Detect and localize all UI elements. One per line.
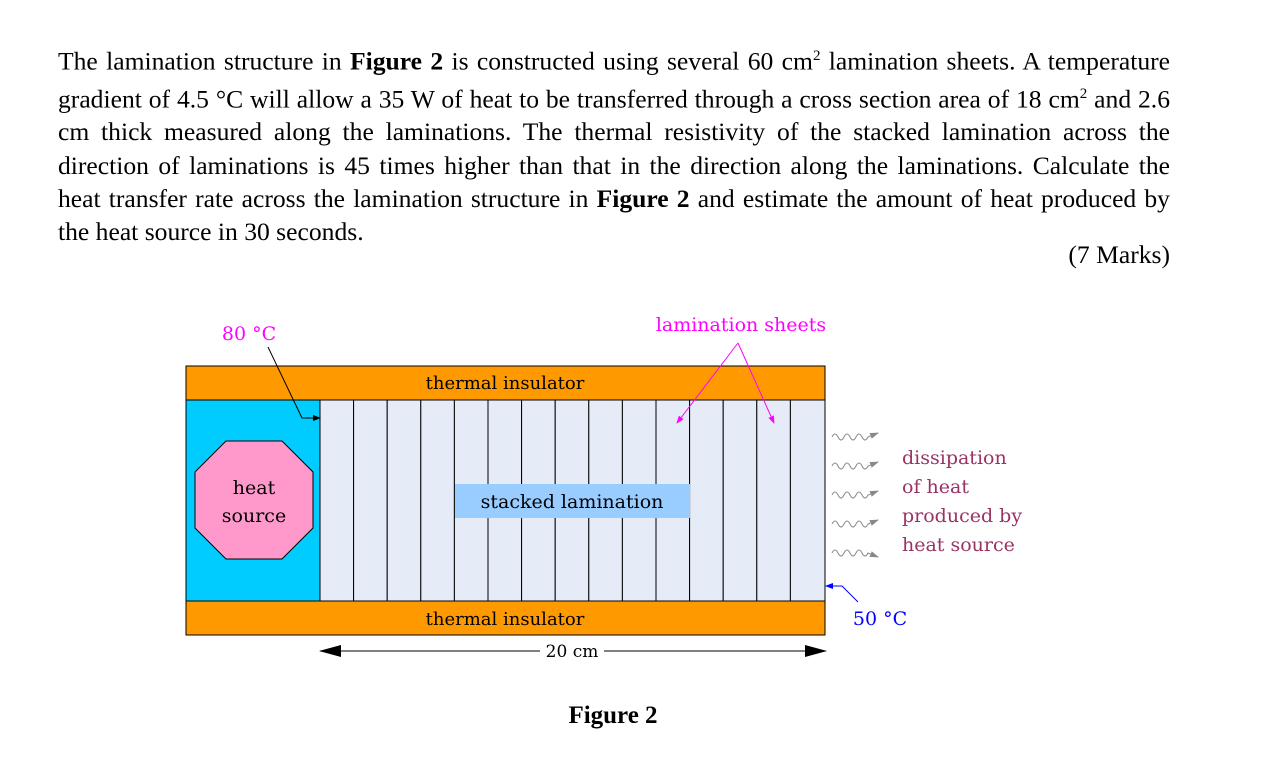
superscript-2b: 2 [1079, 85, 1088, 102]
dissipation-wave-arrow [832, 550, 878, 557]
heat-source-octagon [195, 441, 313, 559]
lamination-sheets-label: lamination sheets [655, 314, 827, 336]
figure-reference-1: Figure 2 [350, 46, 444, 76]
stacked-lamination-label: stacked lamination [480, 491, 664, 513]
cold-temperature-pointer [826, 586, 858, 602]
question-part-1: The lamination structure in [58, 46, 350, 76]
lamination-sheet [790, 400, 825, 601]
heat-source-label-line1: heat [232, 477, 276, 499]
figure-reference-2: Figure 2 [596, 183, 690, 213]
dissipation-wave-arrow [832, 462, 878, 469]
cold-temperature-label: 50 °C [852, 608, 908, 630]
width-dimension-label: 20 cm [545, 642, 599, 662]
lamination-sheet [723, 400, 757, 601]
dissipation-wave-arrow [832, 520, 878, 527]
question-part-5: and 2.6 cm thick measured along the laminations. The thermal resistivity of the stacked lamination across the direction of laminations is 45 times higher than that in the direction along the laminations. Calculate the heat transfer rate across the lamination structure in [58, 84, 1170, 213]
heat-source-label-line2: source [221, 505, 287, 527]
lamination-sheet [421, 400, 455, 601]
question-part-3: is constructed using several 60 cm [443, 46, 813, 76]
dissipation-wave-arrow [832, 491, 878, 498]
lamination-sheet [354, 400, 388, 601]
lamination-sheet [387, 400, 421, 601]
dissipation-label-line3: produced by [902, 505, 1023, 527]
question-part-7: and estimate the amount of heat produced by the heat source in 30 seconds. [58, 183, 1170, 247]
dissipation-wave-arrow [832, 433, 878, 440]
dissipation-label-line4: heat source [902, 534, 1015, 556]
superscript-2a: 2 [812, 48, 821, 64]
dissipation-label-line1: dissipation [902, 447, 1007, 469]
bottom-insulator-label: thermal insulator [425, 609, 585, 630]
lamination-sheet [320, 400, 354, 601]
lamination-sheet [757, 400, 791, 601]
lamination-sheet [690, 400, 724, 601]
dissipation-arrows [832, 433, 878, 557]
top-insulator-label: thermal insulator [425, 373, 585, 394]
dissipation-label-line2: of heat [902, 476, 969, 498]
marks-label: (7 Marks) [1068, 240, 1170, 269]
figure-caption: Figure 2 [568, 702, 658, 729]
hot-temperature-label: 80 °C [221, 323, 277, 345]
question-part-4: lamination sheets. A temperature gradient of 4.5 °C will allow a 35 W of heat to be transferred through a cross section area of 18 cm [58, 46, 1170, 114]
